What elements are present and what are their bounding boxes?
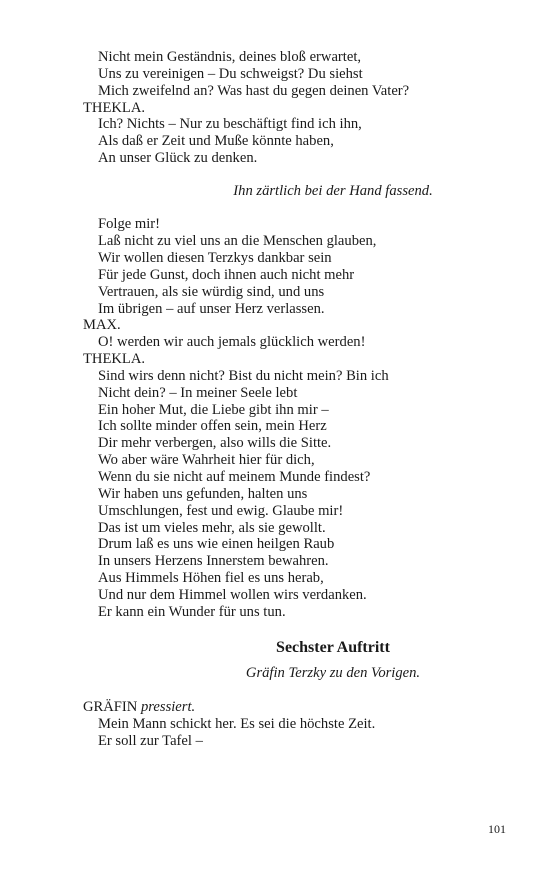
speaker-thekla: THEKLA. (83, 351, 146, 368)
verse-line: Für jede Gunst, doch ihnen auch nicht mehr (98, 266, 355, 283)
verse-line: Mich zweifelnd an? Was hast du gegen deinen Vater? (98, 82, 410, 99)
verse-line: An unser Glück zu denken. (98, 150, 258, 167)
verse-line: Sind wirs denn nicht? Bist du nicht mein? Bin ich (98, 367, 389, 384)
speaker-max: MAX. (83, 317, 121, 334)
scene-direction: Gräfin Terzky zu den Vorigen. (245, 664, 421, 681)
verse-line: Ich? Nichts – Nur zu beschäftigt find ich ihn, (98, 116, 362, 133)
verse-line: Wir haben uns gefunden, halten uns (98, 485, 308, 502)
verse-line: Im übrigen – auf unser Herz verlassen. (98, 300, 325, 317)
verse-line: Und nur dem Himmel wollen wirs verdanken. (98, 586, 367, 603)
verse-line: Folge mir! (98, 216, 161, 233)
speaker-thekla: THEKLA. (83, 99, 146, 116)
verse-line: Wenn du sie nicht auf meinem Munde findest? (98, 469, 371, 485)
verse-line: Vertrauen, als sie würdig sind, und uns (98, 283, 325, 300)
speaker-graefin-line (83, 699, 523, 716)
verse-line: In unsers Herzens Innerstem bewahren. (98, 553, 329, 570)
verse-line: Als daß er Zeit und Muße könnte haben, (98, 133, 334, 150)
spacer (83, 681, 523, 699)
verse-line: Mein Mann schickt her. Es sei die höchste Zeit. (98, 716, 376, 733)
verse-line: Das ist um vieles mehr, als sie gewollt. (98, 519, 326, 536)
verse-line: Aus Himmels Höhen fiel es uns herab, (98, 570, 324, 587)
verse-line: Wir wollen diesen Terzkys dankbar sein (98, 250, 332, 267)
page-number: 101 (488, 822, 506, 836)
spacer (83, 167, 523, 183)
verse-line: Er kann ein Wunder für uns tun. (98, 603, 286, 620)
verse-line: Wo aber wäre Wahrheit hier für dich, (98, 452, 315, 469)
drama-text (83, 49, 523, 750)
verse-line: Uns zu vereinigen – Du schweigst? Du siehst (98, 65, 363, 82)
stage-direction: Ihn zärtlich bei der Hand fassend. (233, 182, 433, 199)
verse-line: O! werden wir auch jemals glücklich werden! (98, 334, 366, 351)
speaker-direction: pressiert. (140, 699, 196, 716)
speaker-graefin: GRÄFIN (83, 699, 138, 716)
verse-line: Ich sollte minder offen sein, mein Herz (98, 418, 327, 435)
verse-line: Nicht dein? – In meiner Seele lebt (98, 384, 298, 401)
verse-line: Nicht mein Geständnis, deines bloß erwartet, (98, 49, 362, 65)
verse-line: Laß nicht zu viel uns an die Menschen glauben, (98, 233, 377, 250)
verse-line: Ein hoher Mut, die Liebe gibt ihn mir – (98, 401, 329, 418)
spacer (83, 200, 523, 217)
scene-heading: Sechster Auftritt (276, 638, 390, 656)
verse-line: Drum laß es uns wie einen heilgen Raub (98, 536, 335, 553)
verse-line: Dir mehr verbergen, also wills die Sitte. (98, 435, 332, 452)
verse-line: Umschlungen, fest und ewig. Glaube mir! (98, 502, 344, 519)
verse-line: Er soll zur Tafel – (98, 733, 203, 750)
